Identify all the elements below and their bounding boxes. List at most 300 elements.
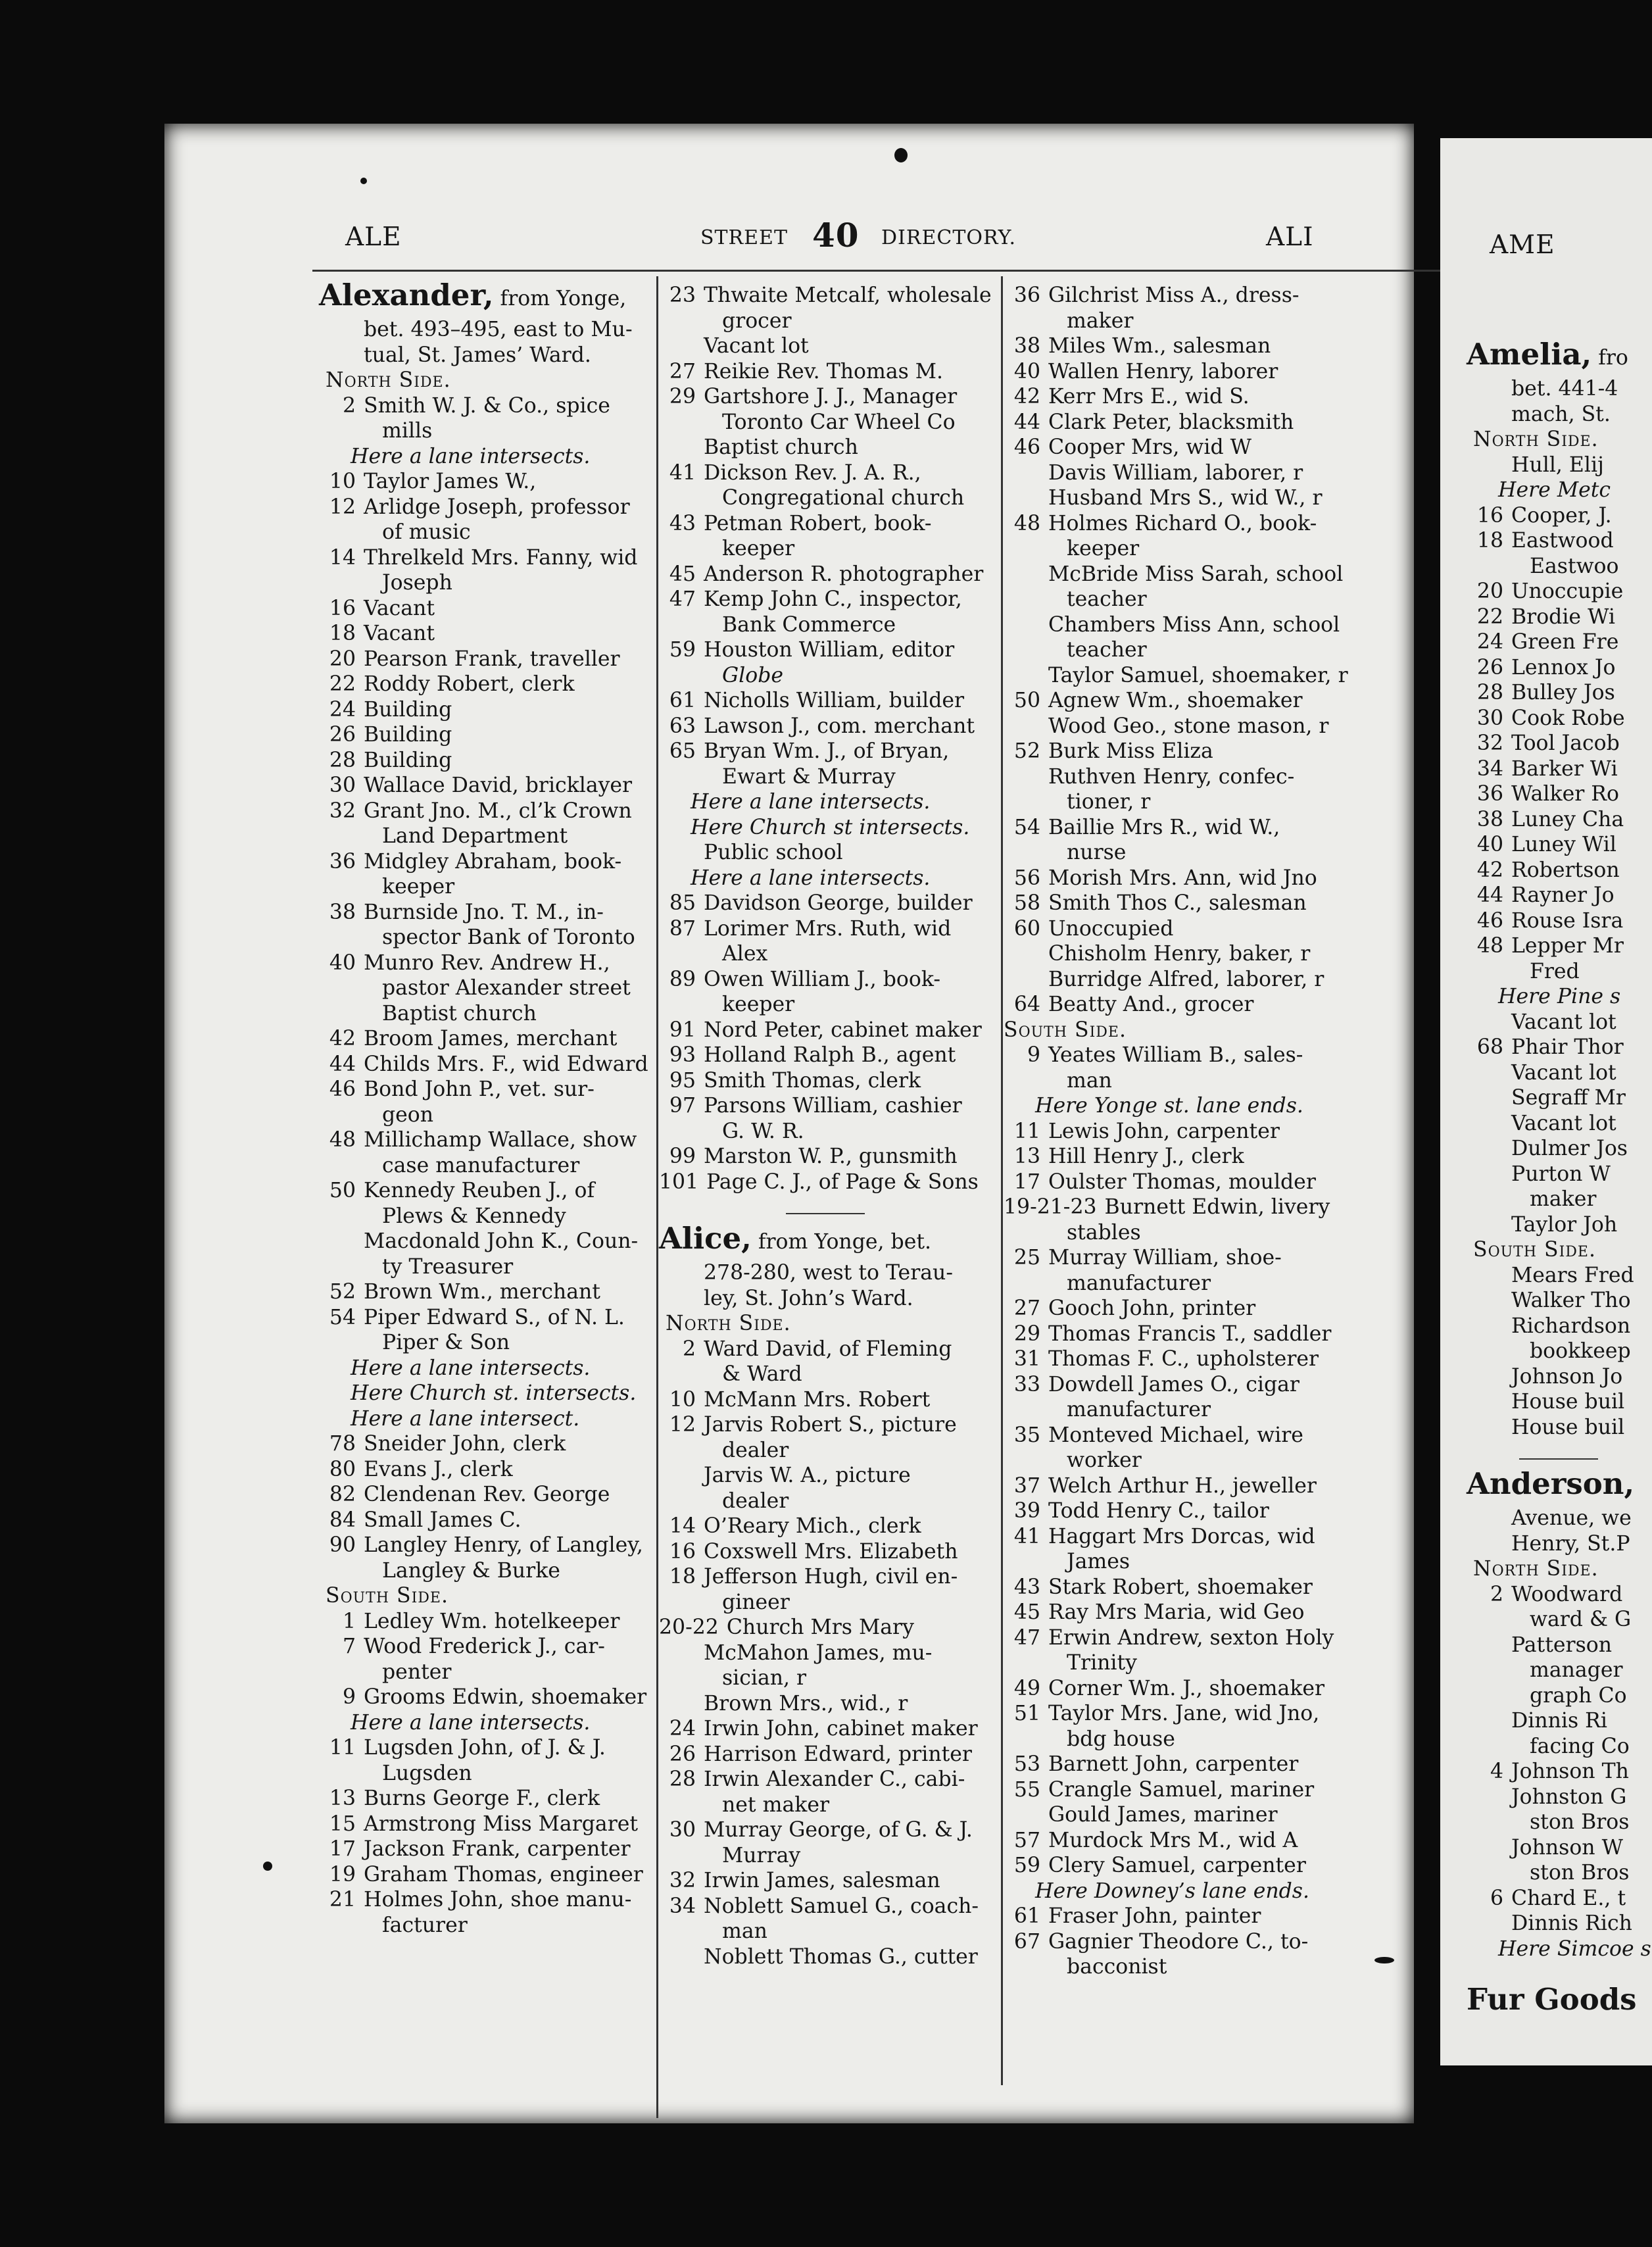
house-number: 10 <box>329 470 356 493</box>
side-label: North Side. <box>326 368 451 392</box>
directory-entry <box>1004 1043 1348 1068</box>
continuation-text: Alex <box>722 942 768 966</box>
resident-text: Evans J., clerk <box>364 1457 513 1481</box>
side-heading <box>319 368 648 393</box>
directory-entry <box>1004 1802 1348 1828</box>
continuation-text: keeper <box>382 875 455 899</box>
directory-entry <box>659 1093 992 1119</box>
house-number: 78 <box>329 1432 356 1456</box>
continuation-text: stables <box>1067 1220 1141 1245</box>
directory-entry <box>659 1641 992 1666</box>
note-text: Here Metc <box>1498 478 1611 502</box>
directory-entry <box>659 688 992 714</box>
resident-text: Sneider John, clerk <box>364 1432 566 1456</box>
resident-text: Vacant lot <box>1511 1111 1616 1135</box>
directory-entry <box>1467 1708 1651 1734</box>
entry-continuation <box>319 1761 648 1787</box>
continuation-text: teacher <box>1067 638 1147 662</box>
house-number: 68 <box>1476 1035 1503 1059</box>
resident-text: Woodward <box>1511 1582 1623 1606</box>
resident-text: Green Fre <box>1511 630 1619 654</box>
header-rule <box>312 270 1509 272</box>
continuation-text: spector Bank of Toronto <box>382 926 635 949</box>
resident-text: Noblett Samuel G., coach- <box>704 1894 979 1918</box>
resident-text: Baillie Mrs R., wid W., <box>1048 815 1280 839</box>
resident-text: Kerr Mrs E., wid S. <box>1048 385 1250 408</box>
directory-entry <box>659 1387 992 1413</box>
intersection-note <box>1467 1937 1651 1962</box>
resident-text: Thomas F. C., upholsterer <box>1048 1347 1319 1371</box>
house-number: 85 <box>669 891 696 915</box>
house-number: 42 <box>1013 385 1040 408</box>
directory-entry <box>319 849 648 875</box>
directory-entry <box>1004 1245 1348 1271</box>
directory-entry <box>1467 1886 1651 1912</box>
directory-entry <box>319 1685 648 1710</box>
house-number: 26 <box>329 723 356 747</box>
resident-text: Ledley Wm. hotelkeeper <box>364 1609 620 1633</box>
continuation-text: manager <box>1530 1658 1623 1682</box>
house-number: 48 <box>1013 511 1040 535</box>
entry-continuation <box>319 520 648 545</box>
resident-text: Clery Samuel, carpenter <box>1048 1854 1306 1877</box>
continuation-text: keeper <box>1067 537 1140 560</box>
intersection-note <box>1467 478 1651 503</box>
continuation-text: facturer <box>382 1913 468 1937</box>
resident-text: Smith Thos C., salesman <box>1048 891 1307 915</box>
side-heading <box>319 1583 648 1609</box>
continuation-text: Langley & Burke <box>382 1558 560 1583</box>
resident-text: Morish Mrs. Ann, wid Jno <box>1048 866 1317 890</box>
resident-text: Gould James, mariner <box>1048 1803 1278 1827</box>
directory-entry <box>1004 1170 1348 1195</box>
resident-text: Johnson Th <box>1511 1760 1629 1783</box>
directory-entry <box>319 495 648 520</box>
house-number: 45 <box>1013 1600 1040 1624</box>
entry-continuation <box>1467 1683 1651 1709</box>
continuation-text: pastor Alexander street <box>382 976 631 1000</box>
directory-entry <box>319 1178 648 1204</box>
resident-text: Luney Cha <box>1511 807 1624 831</box>
header-right: ALI <box>1266 222 1314 252</box>
directory-entry <box>659 1170 992 1195</box>
house-number: 58 <box>1013 891 1040 915</box>
directory-entry <box>1467 1111 1651 1137</box>
continuation-text: tioner, r <box>1067 790 1151 814</box>
continuation-text: Baptist church <box>382 1001 537 1025</box>
continuation-text: Piper & Son <box>382 1331 510 1354</box>
continuation-text: G. W. R. <box>722 1119 804 1143</box>
resident-text: Gartshore J. J., Manager <box>704 385 958 408</box>
house-number: 28 <box>669 1767 696 1791</box>
directory-entry <box>659 511 992 537</box>
resident-text: Luney Wil <box>1511 833 1616 856</box>
directory-entry <box>1004 1575 1348 1600</box>
house-number: 24 <box>669 1717 696 1741</box>
column-divider-1 <box>656 276 658 2118</box>
directory-entry <box>1004 511 1348 537</box>
entry-continuation <box>659 612 992 638</box>
resident-text: Cook Robe <box>1511 706 1625 730</box>
directory-entry <box>659 714 992 739</box>
house-number: 29 <box>1013 1321 1040 1346</box>
directory-entry <box>659 1564 992 1590</box>
continuation-text: Trinity <box>1067 1651 1137 1675</box>
directory-entry <box>1467 1389 1651 1415</box>
resident-text: Davidson George, builder <box>704 891 973 915</box>
directory-entry <box>1467 1288 1651 1314</box>
directory-entry <box>659 359 992 385</box>
resident-text: Childs Mrs. F., wid Edward <box>364 1052 648 1076</box>
continuation-text: Congregational church <box>722 486 965 510</box>
resident-text: Taylor James W., <box>364 470 537 493</box>
directory-entry <box>659 1817 992 1843</box>
directory-entry <box>1004 891 1348 916</box>
house-number: 44 <box>1476 883 1503 907</box>
house-number: 24 <box>329 697 356 722</box>
resident-text: Johnson Jo <box>1511 1364 1623 1389</box>
directory-entry <box>659 1539 992 1565</box>
side-label: South Side. <box>326 1584 449 1608</box>
street-heading <box>659 1221 992 1260</box>
side-heading <box>659 1311 992 1337</box>
house-number: 90 <box>329 1533 356 1557</box>
resident-text: Dulmer Jos <box>1511 1137 1628 1160</box>
house-number: 38 <box>1476 807 1503 831</box>
directory-entry <box>1004 1777 1348 1803</box>
note-text: Here a lane intersects. <box>691 790 931 814</box>
resident-text: Holmes Richard O., book- <box>1048 511 1317 535</box>
house-number: 46 <box>1476 908 1503 933</box>
resident-text: Lawson J., com. merchant <box>704 714 975 738</box>
directory-entry <box>319 951 648 976</box>
directory-entry <box>1467 832 1651 858</box>
directory-entry <box>1004 435 1348 460</box>
directory-entry <box>659 1716 992 1742</box>
house-number: 16 <box>329 596 356 620</box>
continuation-text: teacher <box>1067 587 1147 611</box>
resident-text: Rouse Isra <box>1511 908 1624 933</box>
continuation-text: Globe <box>722 663 784 687</box>
directory-entry <box>1467 503 1651 529</box>
resident-text: Robertson <box>1511 858 1620 882</box>
directory-entry <box>659 916 992 942</box>
house-number: 80 <box>329 1457 356 1481</box>
resident-text: Vacant <box>364 596 435 620</box>
house-number: 46 <box>329 1077 356 1101</box>
entry-continuation <box>659 1362 992 1387</box>
resident-text: Grooms Edwin, shoemaker <box>364 1685 647 1709</box>
continuation-text: of music <box>382 520 471 544</box>
directory-entry <box>1467 1911 1651 1937</box>
resident-text: Segraff Mr <box>1511 1086 1626 1110</box>
house-number: 11 <box>329 1736 356 1760</box>
resident-text: Broom James, merchant <box>364 1027 618 1050</box>
directory-entry <box>1004 1296 1348 1321</box>
continuation-text: Lugsden <box>382 1761 472 1785</box>
directory-entry <box>1467 1364 1651 1390</box>
continuation-text: Murray <box>722 1843 801 1867</box>
resident-text: Avenue, we <box>1511 1506 1632 1530</box>
directory-entry <box>1004 1701 1348 1727</box>
entry-continuation <box>659 1666 992 1691</box>
continuation-text: worker <box>1067 1448 1142 1472</box>
resident-text: Bryan Wm. J., of Bryan, <box>704 739 950 763</box>
continuation-text: keeper <box>722 993 795 1016</box>
ink-fleck <box>360 178 367 184</box>
side-label: North Side. <box>1473 428 1599 451</box>
entry-continuation <box>1467 1607 1651 1633</box>
house-number: 59 <box>1013 1854 1040 1877</box>
side-label: South Side. <box>1473 1238 1597 1262</box>
resident-text: Marston W. P., gunsmith <box>704 1145 958 1168</box>
resident-text: Wood Geo., stone mason, r <box>1048 714 1329 738</box>
side-heading <box>1467 1237 1651 1263</box>
note-text: Here a lane intersects. <box>351 444 591 468</box>
resident-text: Nicholls William, builder <box>704 689 965 712</box>
directory-entry <box>659 637 992 663</box>
directory-entry <box>1004 384 1348 410</box>
entry-continuation <box>319 418 648 444</box>
house-number: 20 <box>329 647 356 671</box>
house-number: 59 <box>669 638 696 662</box>
intersection-note <box>659 815 992 841</box>
house-number: 48 <box>329 1128 356 1152</box>
resident-text: Brown Mrs., wid., r <box>704 1691 908 1716</box>
directory-entry <box>1004 916 1348 942</box>
entry-continuation <box>1467 1860 1651 1886</box>
entry-continuation <box>1004 536 1348 562</box>
resident-text: Beatty And., grocer <box>1048 993 1254 1016</box>
resident-text: Public school <box>704 841 843 864</box>
directory-entry <box>1467 655 1651 681</box>
directory-entry <box>1004 1423 1348 1448</box>
directory-entry <box>659 1463 992 1489</box>
directory-entry <box>1467 1531 1651 1557</box>
street-name: Alexander, <box>319 278 494 312</box>
intersection-note <box>1467 984 1651 1010</box>
house-number: 20-22 <box>659 1616 719 1639</box>
resident-text: McMann Mrs. Robert <box>704 1387 931 1412</box>
entry-continuation <box>659 1590 992 1616</box>
house-number: 16 <box>669 1539 696 1564</box>
house-number: 26 <box>1476 655 1503 679</box>
resident-text: Lugsden John, of J. & J. <box>364 1736 606 1760</box>
entry-continuation <box>1004 1549 1348 1575</box>
house-number: 93 <box>669 1043 696 1067</box>
continuation-text: gineer <box>722 1590 790 1614</box>
resident-text: Barnett John, carpenter <box>1048 1752 1299 1776</box>
directory-entry <box>319 596 648 622</box>
resident-text: Hull, Elij <box>1511 453 1604 477</box>
continuation-text: dealer <box>722 1489 789 1513</box>
directory-entry <box>1004 941 1348 967</box>
resident-text: McBride Miss Sarah, school <box>1048 562 1344 586</box>
house-number: 95 <box>669 1068 696 1093</box>
resident-text: Lepper Mr <box>1511 934 1624 958</box>
directory-entry <box>659 283 992 309</box>
street-heading <box>1467 1466 1651 1506</box>
directory-entry <box>319 697 648 723</box>
house-number: 87 <box>669 916 696 941</box>
resident-text: Parsons William, cashier <box>704 1094 962 1118</box>
directory-entry <box>1467 402 1651 428</box>
resident-text: Petman Robert, book- <box>704 511 932 535</box>
continuation-text: bdg house <box>1067 1727 1175 1751</box>
directory-entry <box>319 722 648 748</box>
directory-entry <box>1004 992 1348 1018</box>
directory-entry <box>1004 1195 1348 1220</box>
entry-continuation <box>1004 637 1348 663</box>
house-number: 52 <box>1013 739 1040 763</box>
directory-entry <box>659 1615 992 1641</box>
resident-text: Todd Henry C., tailor <box>1048 1499 1269 1523</box>
house-number: 19-21-23 <box>1004 1195 1097 1219</box>
resident-text: O’Reary Mich., clerk <box>704 1514 921 1538</box>
entry-continuation <box>1467 1187 1651 1212</box>
facing-page-fragment <box>1440 138 1652 2065</box>
entry-continuation <box>1004 1650 1348 1676</box>
continuation-text: dealer <box>722 1438 789 1462</box>
directory-entry <box>659 1260 992 1286</box>
resident-text: Gagnier Theodore C., to- <box>1048 1929 1309 1954</box>
house-number: 44 <box>1013 410 1040 434</box>
house-number: 52 <box>329 1280 356 1304</box>
resident-text: Coxswell Mrs. Elizabeth <box>704 1539 958 1564</box>
house-number: 50 <box>1013 689 1040 712</box>
resident-text: Murray George, of G. & J. <box>704 1818 973 1842</box>
directory-entry <box>319 545 648 571</box>
house-number: 64 <box>1013 993 1040 1016</box>
house-number: 84 <box>329 1508 356 1532</box>
resident-text: Burns George F., clerk <box>364 1787 600 1810</box>
resident-text: Eastwood <box>1511 529 1614 553</box>
directory-entry <box>1467 933 1651 959</box>
directory-entry <box>659 891 992 916</box>
resident-text: Noblett Thomas G., cutter <box>704 1944 978 1969</box>
house-number: 28 <box>1476 681 1503 704</box>
resident-text: Ward David, of Fleming <box>704 1337 952 1361</box>
resident-text: Irwin Alexander C., cabi- <box>704 1767 965 1791</box>
directory-entry <box>659 384 992 410</box>
resident-text: Tool Jacob <box>1511 731 1620 755</box>
intersection-note <box>319 1406 648 1432</box>
directory-entry <box>1004 283 1348 309</box>
side-label: North Side. <box>666 1312 791 1335</box>
resident-text: Smith W. J. & Co., spice <box>364 393 610 418</box>
resident-text: Crangle Samuel, mariner <box>1048 1777 1315 1802</box>
directory-entry <box>659 840 992 866</box>
resident-text: Chisholm Henry, baker, r <box>1048 942 1311 966</box>
house-number: 48 <box>1476 934 1503 958</box>
directory-entry <box>1467 1060 1651 1086</box>
resident-text: Arlidge Joseph, professor <box>364 495 630 519</box>
continuation-text: maker <box>1067 309 1134 333</box>
continuation-text: graph Co <box>1530 1683 1627 1708</box>
directory-entry <box>319 469 648 495</box>
note-text: Here a lane intersects. <box>691 866 931 890</box>
house-number: 34 <box>669 1894 696 1918</box>
resident-text: Reikie Rev. Thomas M. <box>704 359 944 383</box>
house-number: 21 <box>329 1888 356 1912</box>
street-name: Alice, <box>659 1221 752 1256</box>
resident-text: Chard E., t <box>1511 1886 1626 1910</box>
resident-text: Clark Peter, blacksmith <box>1048 410 1294 434</box>
directory-entry <box>1004 1473 1348 1499</box>
house-number: 7 <box>342 1635 356 1658</box>
directory-entry <box>1467 1035 1651 1060</box>
resident-text: ley, St. John’s Ward. <box>704 1286 913 1310</box>
house-number: 17 <box>1013 1170 1040 1194</box>
directory-entry <box>1467 605 1651 630</box>
side-heading <box>1467 427 1651 453</box>
directory-entry <box>659 1337 992 1362</box>
resident-text: Dinnis Ri <box>1511 1709 1607 1733</box>
resident-text: Jefferson Hugh, civil en- <box>704 1565 958 1589</box>
directory-entry <box>1004 1676 1348 1702</box>
resident-text: House buil <box>1511 1390 1625 1414</box>
house-number: 23 <box>669 284 696 307</box>
column-1 <box>319 278 648 1938</box>
entry-continuation <box>1004 1220 1348 1246</box>
directory-entry <box>319 621 648 647</box>
resident-text: Bulley Jos <box>1511 681 1615 704</box>
resident-text: tual, St. James’ Ward. <box>364 343 591 367</box>
directory-entry <box>1004 866 1348 891</box>
resident-text: Stark Robert, shoemaker <box>1048 1575 1313 1599</box>
house-number: 97 <box>669 1094 696 1118</box>
intersection-note <box>319 444 648 470</box>
continuation-text: Land Department <box>382 824 568 848</box>
continuation-text: penter <box>382 1660 452 1684</box>
resident-text: mach, St. <box>1511 402 1611 426</box>
directory-entry <box>1004 714 1348 739</box>
directory-entry <box>1467 1263 1651 1289</box>
resident-text: bet. 493–495, east to Mu- <box>364 318 633 341</box>
directory-entry <box>319 317 648 343</box>
note-text: Here a lane intersects. <box>351 1356 591 1380</box>
directory-entry <box>319 1812 648 1837</box>
house-number: 32 <box>1476 731 1503 755</box>
note-text: Here Simcoe s <box>1498 1937 1651 1961</box>
resident-text: Cooper Mrs, wid W <box>1048 435 1252 459</box>
resident-text: Jarvis Robert S., picture <box>704 1413 957 1437</box>
directory-entry <box>1004 1498 1348 1524</box>
directory-entry <box>659 587 992 612</box>
directory-entry <box>1004 333 1348 359</box>
note-text: Here Church st. intersects. <box>351 1381 637 1405</box>
directory-entry <box>1467 376 1651 402</box>
house-number: 40 <box>1476 833 1503 856</box>
resident-text: Rayner Jo <box>1511 883 1615 907</box>
entry-continuation <box>659 1919 992 1944</box>
directory-entry <box>659 435 992 460</box>
directory-entry <box>1004 410 1348 435</box>
entry-continuation <box>659 309 992 334</box>
continuation-text: net maker <box>722 1792 830 1817</box>
resident-text: Jackson Frank, carpenter <box>364 1837 631 1861</box>
street-description: from Yonge, bet. <box>751 1230 932 1254</box>
house-number: 12 <box>669 1413 696 1437</box>
resident-text: Bond John P., vet. sur- <box>364 1077 595 1101</box>
directory-entry <box>1004 764 1348 790</box>
resident-text: Vacant lot <box>1511 1010 1616 1034</box>
entry-continuation <box>1467 1658 1651 1683</box>
resident-text: Agnew Wm., shoemaker <box>1048 689 1303 712</box>
house-number: 36 <box>1013 284 1040 307</box>
house-number: 43 <box>669 511 696 535</box>
directory-entry <box>1004 1346 1348 1372</box>
